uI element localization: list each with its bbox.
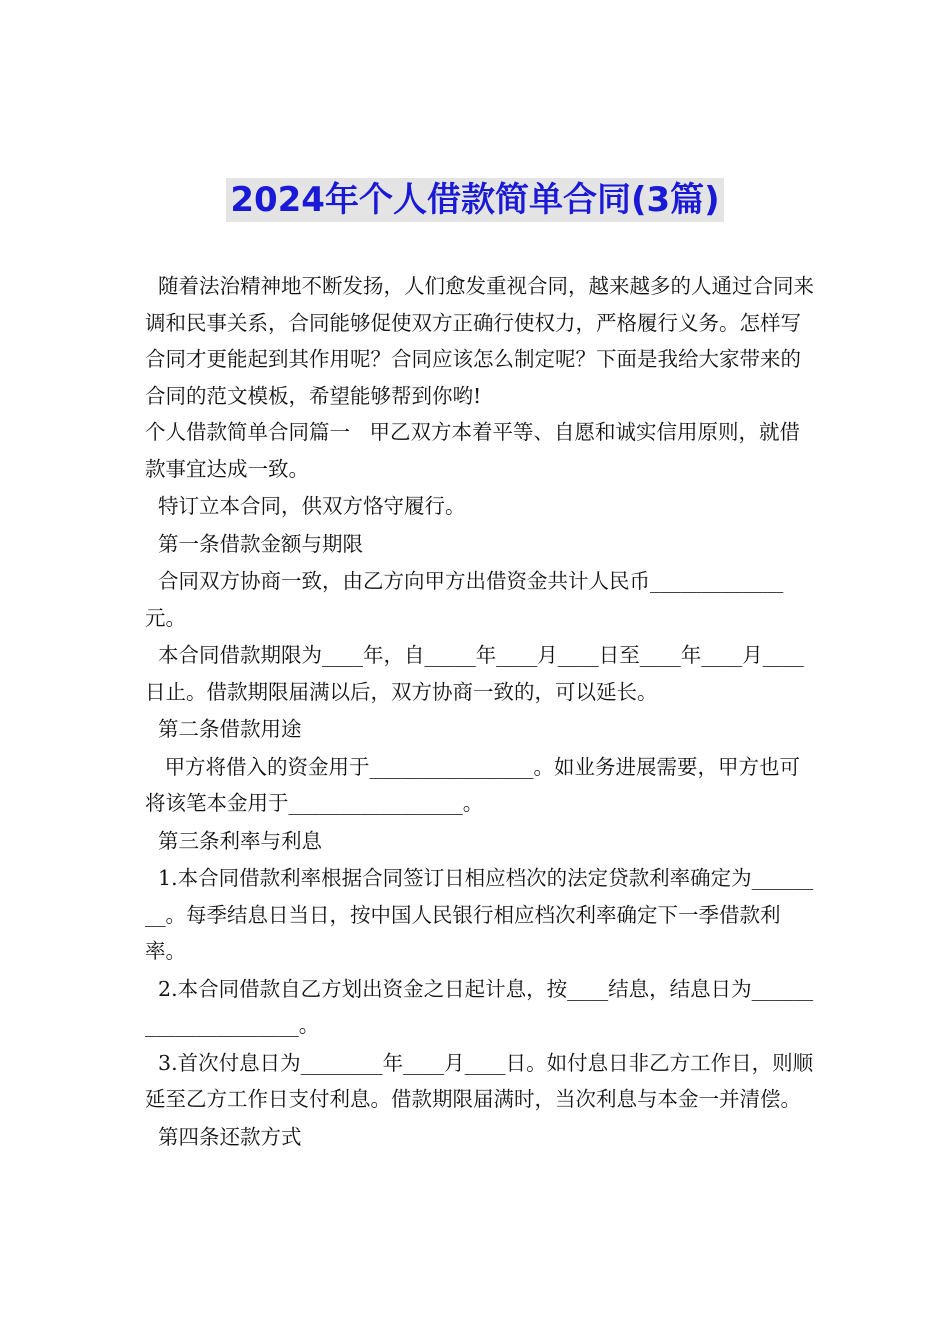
document-body xyxy=(145,268,815,1155)
paragraph-purpose: 甲方将借入的资金用于________________。如业务进展需要，甲方也可将该笔本金用于_________________。 xyxy=(145,754,801,815)
article-4-heading: 第四条还款方式 xyxy=(145,1124,302,1149)
paragraph-agreement: 特订立本合同，供双方恪守履行。 xyxy=(145,494,466,518)
paragraph-interest-rate: 1.本合同借款利率根据合同签订日相应档次的法定贷款利率确定为________。每季结息日当日，按中国人民银行相应档次利率确定下一季借款利率。 xyxy=(145,866,814,963)
document-title: 2024年个人借款简单合同(3篇) xyxy=(226,178,723,222)
article-2-heading: 第二条借款用途 xyxy=(145,717,302,741)
paragraph-intro: 随着法治精神地不断发扬，人们愈发重视合同，越来越多的人通过合同来调和民事关系，合同能够促使双方正确行使权力，严格履行义务。怎样写合同才更能起到其作用呢？合同应该怎么制定呢？下面是我给大家带来的合同的范文模板，希望能够帮到你哟! xyxy=(145,274,815,408)
paragraph-first-payment: 3.首次付息日为________年____月____日。如付息日非乙方工作日，则顺延至乙方工作日支付利息。借款期限届满时，当次利息与本金一并清偿。 xyxy=(145,1050,814,1111)
paragraph-interest-accrual: 2.本合同借款自乙方划出资金之日起计息，按____结息，结息日为_____________________。 xyxy=(145,976,814,1037)
article-1-heading: 第一条借款金额与期限 xyxy=(145,531,364,556)
paragraph-term: 本合同借款期限为____年，自_____年____月____日至____年____月____日止。借款期限届满以后，双方协商一致的，可以延长。 xyxy=(145,643,804,704)
title-wrap xyxy=(0,178,950,222)
article-3-heading: 第三条利率与利息 xyxy=(145,828,323,853)
paragraph-amount: 合同双方协商一致，由乙方向甲方出借资金共计人民币_____________元。 xyxy=(145,569,784,630)
paragraph-contract-heading: 个人借款简单合同篇一 甲乙双方本着平等、自愿和诚实信用原则，就借款事宜达成一致。 xyxy=(145,420,801,481)
